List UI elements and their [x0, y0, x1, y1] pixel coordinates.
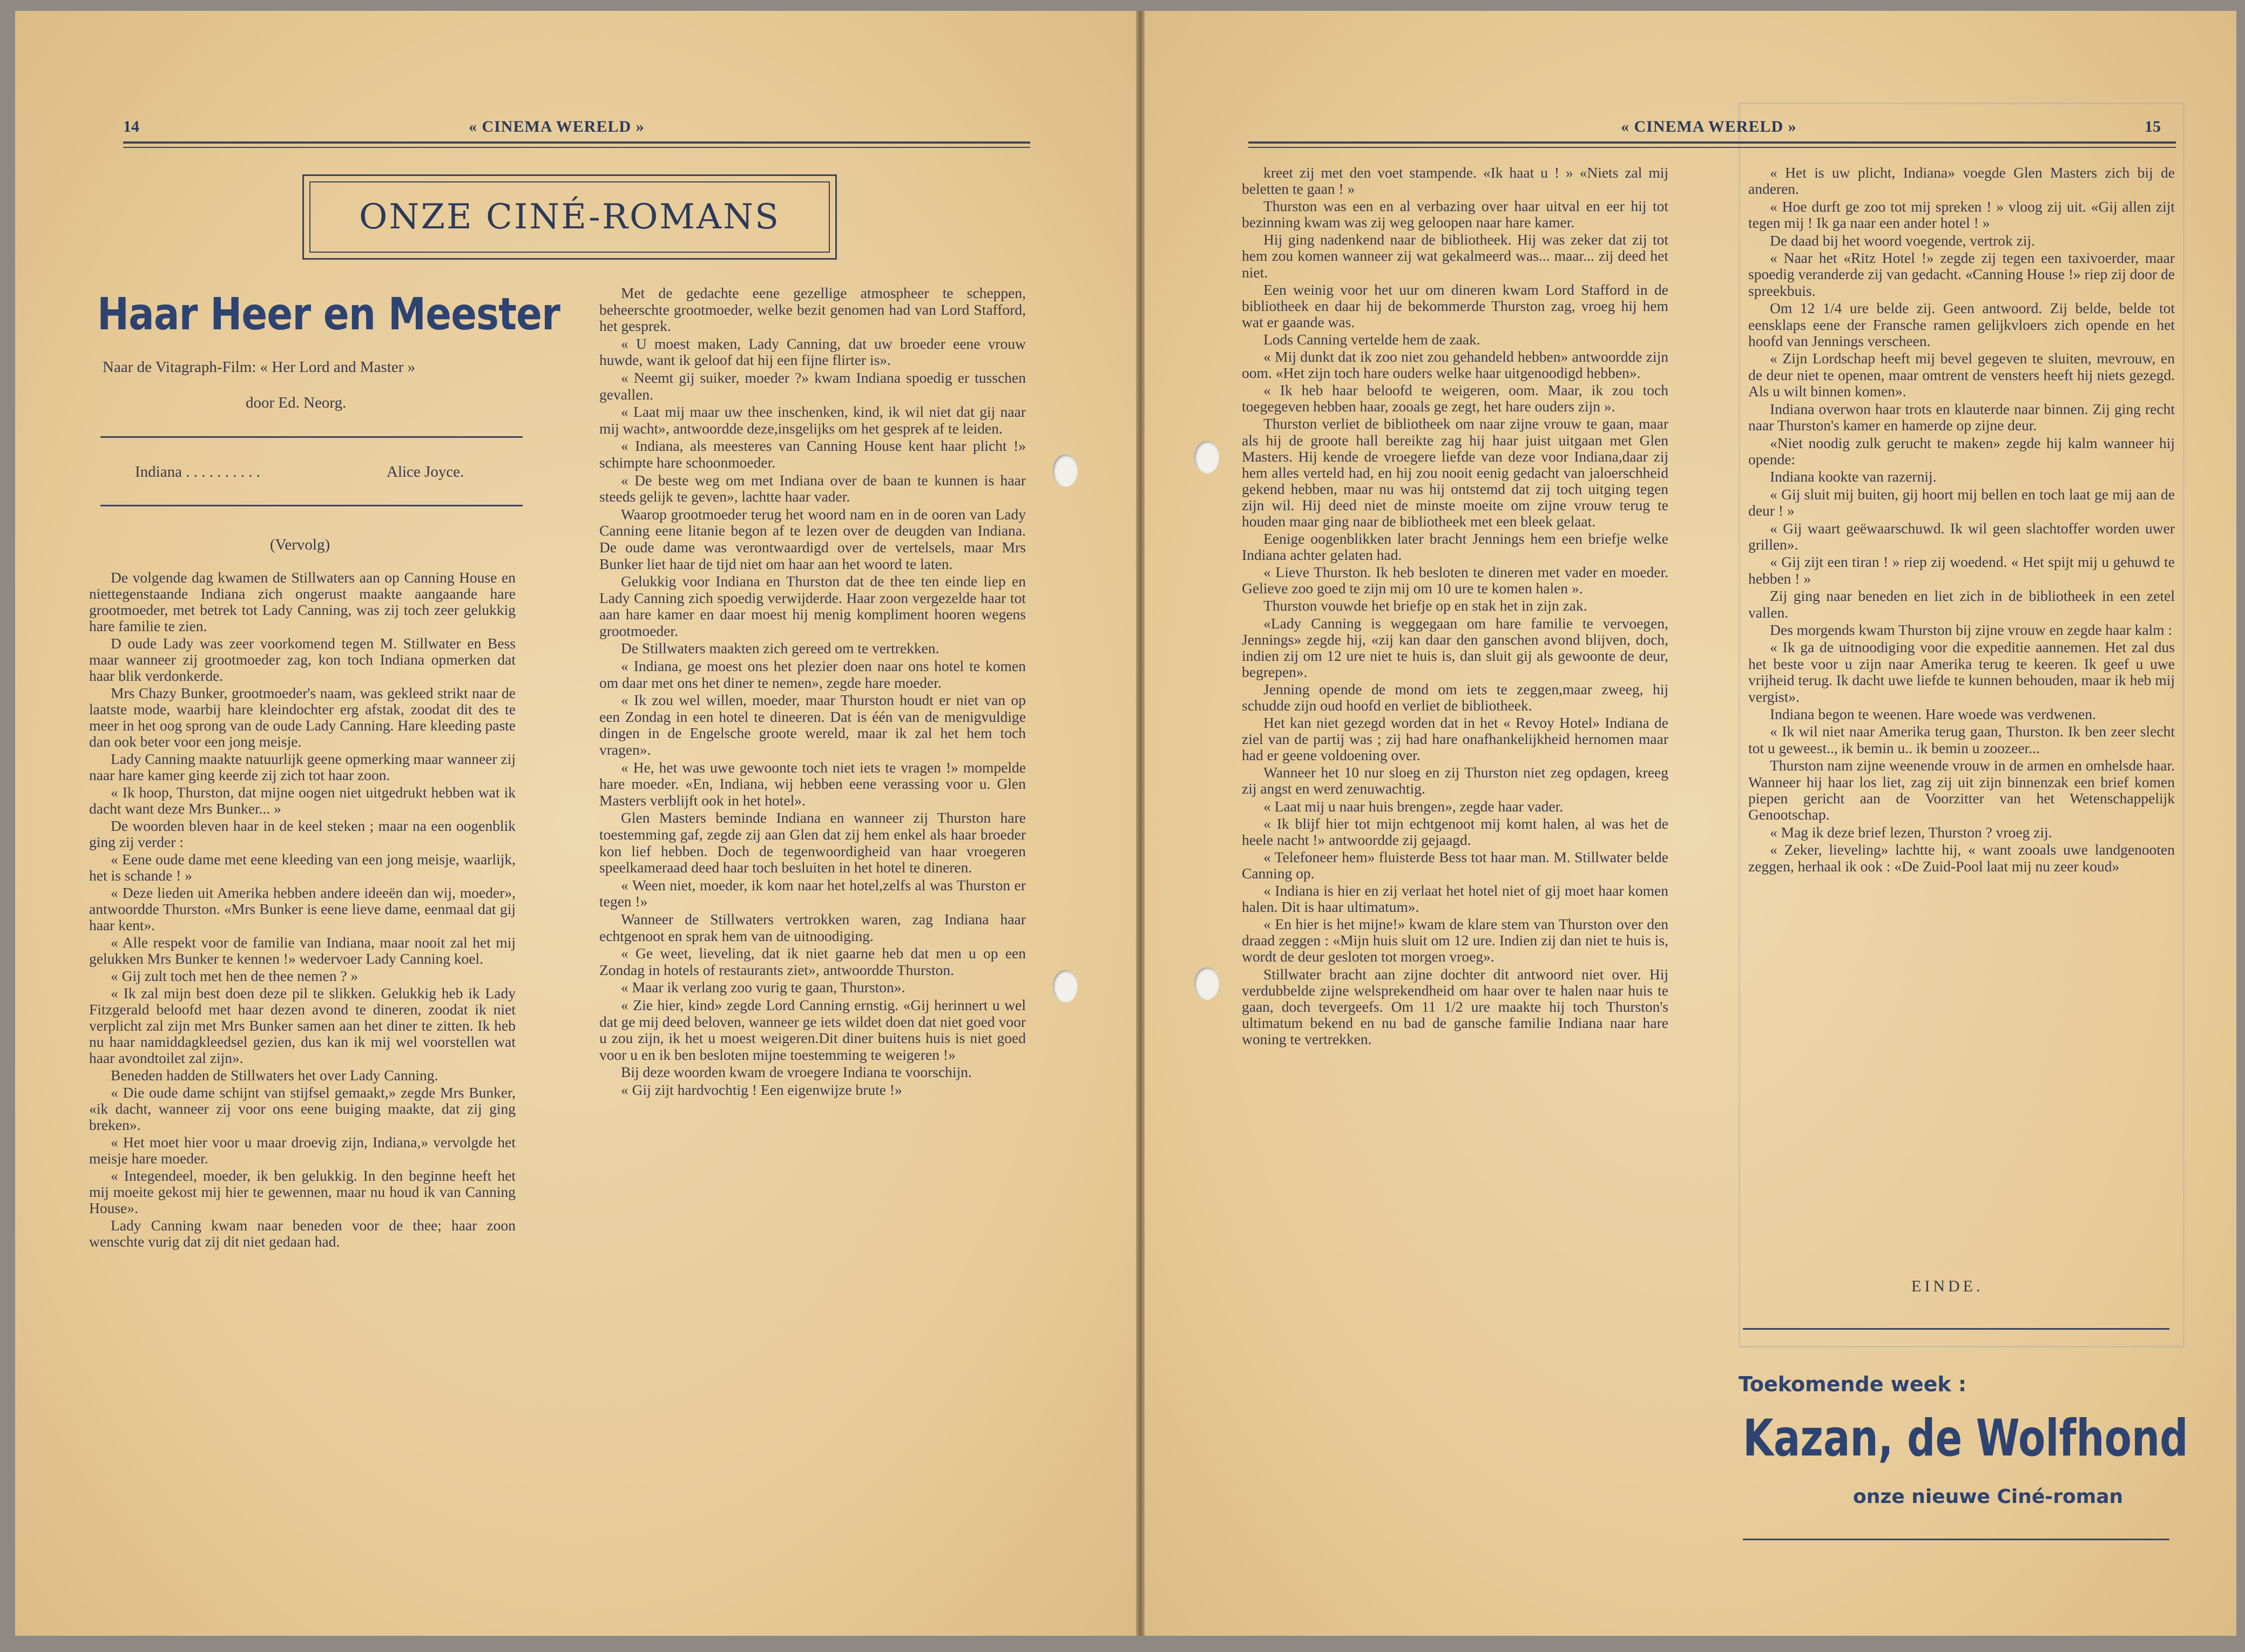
page-number: 15 [2145, 118, 2161, 136]
paragraph: Een weinig voor het uur om dineren kwam Lord Stafford in de bibliotheek en daar hij de bekommerde Thurston zag, vroeg hij hem wat er gaande was. [1242, 281, 1668, 330]
continued-label: (Vervolg) [270, 536, 330, 553]
paragraph: « Ik wil niet naar Amerika terug gaan, Thurston. Ik ben zeer slecht tot u geweest.., ik bemin u.. ik bemin u zoozeer... [1748, 723, 2175, 756]
next-story-subtitle: onze nieuwe Ciné-roman [1853, 1486, 2124, 1508]
paragraph: « Zeker, lieveling» lachtte hij, « want zooals uwe landgenooten zeggen, herhaal ik ook : «De Zuid-Pool laat mij nu zeer koud» [1748, 841, 2175, 875]
paragraph: Wanneer het 10 nur sloeg en zij Thurston niet zeg opdagen, kreeg zij angst en werd zenuwachtig. [1242, 764, 1668, 797]
paragraph: Stillwater bracht aan zijne dochter dit antwoord niet over. Hij verdubbelde zijne welsprekendheid om haar over te halen naar huis te gaan, doch tevergeefs. Om 11 1/2 ure maakte hij toch Thurston's ultimatum bekend en nu bad de gansche familie Indiana naar hare woning te vertrekken. [1242, 965, 1668, 1047]
punch-hole [1053, 970, 1078, 1003]
paragraph: Het kan niet gezegd worden dat in het « Revoy Hotel» Indiana de ziel van de partij was ; zij had hare onafhankelijkheid hernomen maar had er geene voldoening over. [1242, 714, 1668, 764]
paragraph: « Ik blijf hier tot mijn echtgenoot mij komt halen, al was het de heele nacht !» antwoordde zij gejaagd. [1242, 815, 1668, 848]
paragraph: Des morgends kwam Thurston bij zijne vrouw en zegde haar kalm : [1770, 621, 2173, 638]
paragraph: « Indiana, ge moest ons het plezier doen naar ons hotel te komen om daar met ons het diner te nemen», zegde hare moeder. [599, 658, 1026, 691]
header-rule [1248, 141, 2176, 148]
punch-hole [1053, 455, 1078, 487]
paragraph: De volgende dag kwamen de Stillwaters aan op Canning House en niettegenstaande Indiana zich ongerust maakte aangaande hare grootmoeder, met betrek tot Lady Canning, was zij toch zeer gelukkig hare familie te zien. [89, 569, 516, 634]
story-author: door Ed. Neorg. [246, 394, 347, 411]
column-2 [599, 285, 1026, 1100]
paragraph: « Laat mij maar uw thee inschenken, kind, ik wil niet dat gij naar mij wacht», antwoordde deze,insgelijks om het gesprek af te leiden. [599, 403, 1026, 437]
paragraph: Bij deze woorden kwam de vroegere Indiana te voorschijn. [621, 1064, 972, 1081]
paragraph: De Stillwaters maakten zich gereed om te vertrekken. [621, 640, 939, 657]
paragraph: « He, het was uwe gewoonte toch niet iets te vragen !» mompelde hare moeder. «En, Indiana, wij hebben eene verassing voor u. Glen Masters verblijft ook in het hotel». [599, 759, 1026, 809]
cast-role: Indiana . . . . . . . . . . [135, 463, 260, 480]
paragraph: « Zie hier, kind» zegde Lord Canning ernstig. «Gij herinnert u wel dat ge mij deed beloven, wanneer ge iets wildet doen dat niet goed voor u zou zijn, ik het u moest weigeren.Dit diner buitens huis is niet goed voor u en ik ben besloten mijne toestemming te weigeren !» [599, 996, 1026, 1063]
end-text: EINDE. [1911, 1277, 1984, 1295]
page-number: 14 [123, 118, 139, 136]
section-banner [302, 174, 837, 260]
paragraph: « Zijn Lordschap heeft mij bevel gegeven te sluiten, mevrouw, en de deur niet te openen, maar omtrent de vensters heeft hij niets gezegd. Als u wilt binnen komen». [1748, 350, 2175, 400]
paragraph: «Niet noodig zulk gerucht te maken» zegde hij kalm wanneer hij opende: [1748, 434, 2175, 468]
paragraph: Glen Masters beminde Indiana en wanneer zij Thurston hare toestemming gaf, zegde zij aan Glen dat zij hem enkel als haar broeder kon lief hebben. Doch de tegenwoordigheid van haar vroegeren speelkameraad deed haar toch besluiten in het hotel te dineren. [599, 809, 1026, 876]
paragraph: Gelukkig voor Indiana en Thurston dat de thee ten einde liep en Lady Canning zich spoedig verwijderde. Haar zoon vergezelde haar tot aan hare kamer en daar moest hij menig kompliment hooren wegens grootmoeder. [599, 573, 1026, 639]
punch-hole [1194, 967, 1219, 1000]
paragraph: « Naar het «Ritz Hotel !» zegde zij tegen een taxivoerder, maar spoedig veranderde zij van gedacht. «Canning House !» riep zij door de spreekbuis. [1748, 249, 2175, 299]
paragraph: Mrs Chazy Bunker, grootmoeder's naam, was gekleed strikt naar de laatste mode, waarbij hare kleindochter erg afstak, zoodat dit des te meer in het oog sprong van de oude Lady Canning. Hare kleeding paste dan ook beter voor een jong meisje. [89, 685, 516, 750]
paragraph: « Ik heb haar beloofd te weigeren, oom. Maar, ik zou toch toegegeven hebben haar, zooals ge zegt, het hare ouders zijn ». [1242, 382, 1668, 415]
paragraph: Hij ging nadenkend naar de bibliotheek. Hij was zeker dat zij tot hem zou komen wanneer zij wat gekalmeerd was... maar... zij deed het niet. [1242, 231, 1668, 281]
paragraph: « Mag ik deze brief lezen, Thurston ? vroeg zij. [1770, 823, 2052, 841]
paragraph: « Indiana, als meesteres van Canning House kent haar plicht !» schimpte hare schoonmoeder. [599, 437, 1026, 471]
paragraph: « Telefoneer hem» fluisterde Bess tot haar man. M. Stillwater belde Canning op. [1242, 848, 1668, 882]
cast-actor: Alice Joyce. [387, 463, 464, 480]
paragraph: « Het is uw plicht, Indiana» voegde Glen Masters zich bij de anderen. [1748, 164, 2175, 198]
paragraph: D oude Lady was zeer voorkomend tegen M. Stillwater en Bess maar wanneer zij grootmoeder zag, kon toch Indiana opmerken dat haar blik verdonkerde. [89, 635, 516, 684]
paragraph: Wanneer de Stillwaters vertrokken waren, zag Indiana haar echtgenoot en sprak hem van de uitnoodiging. [599, 910, 1026, 944]
header-rule [123, 141, 1030, 148]
paragraph: « En hier is het mijne!» kwam de klare stem van Thurston over den draad zeggen : «Mijn huis sluit om 12 ure. Indien zij dan niet te huis is, wordt de deur gesloten tot morgen vroeg». [1242, 916, 1668, 965]
story-subtitle: Naar de Vitagraph-Film: « Her Lord and Master » [103, 358, 416, 376]
paragraph: « Ge weet, lieveling, dat ik niet gaarne heb dat men u op een Zondag in hotels of restaurants ziet», antwoordde Thurston. [599, 945, 1026, 978]
story-title: Haar Heer en Meester [97, 289, 560, 340]
paragraph: Indiana overwon haar trots en klauterde naar binnen. Zij ging recht naar Thurston's kamer en hamerde op zijne deur. [1748, 400, 2175, 434]
divider [100, 505, 523, 506]
spine [1136, 11, 1145, 1636]
paragraph: Jenning opende de mond om iets te zeggen,maar zweeg, hij schudde zijn oud hoofd en verliet de bibliotheek. [1242, 680, 1668, 714]
paragraph: « Gij sluit mij buiten, gij hoort mij bellen en toch laat ge mij aan de deur ! » [1748, 485, 2175, 519]
paragraph: Met de gedachte eene gezellige atmospheer te scheppen, beheerschte grootmoeder, welke bezit genomen had van Lord Stafford, het gesprek. [599, 285, 1026, 335]
paragraph: « Laat mij u naar huis brengen», zegde haar vader. [1263, 797, 1564, 815]
magazine-title: « CINEMA WERELD » [469, 118, 645, 136]
paragraph: Indiana kookte van razernij. [1770, 468, 1937, 485]
paragraph: « Deze lieden uit Amerika hebben andere ideeën dan wij, moeder», antwoordde Thurston. «Mrs Bunker is eene lieve dame, eenmaal dat gij haar kent». [89, 884, 516, 933]
paragraph: « De beste weg om met Indiana over de baan te kunnen is haar steeds gelijk te geven», lachtte haar vader. [599, 471, 1026, 505]
paragraph: De daad bij het woord voegende, vertrok zij. [1770, 232, 2036, 249]
paragraph: « Neemt gij suiker, moeder ?» kwam Indiana spoedig er tusschen gevallen. [599, 369, 1026, 403]
paragraph: Waarop grootmoeder terug het woord nam en in de ooren van Lady Canning eene litanie begon af te lezen over de deugden van Indiana. De oude dame was verontwaardigd over de vertelsels, maar Mrs Bunker liet haar de tijd niet om haar aan het woord te laten. [599, 505, 1026, 572]
paragraph: « Integendeel, moeder, ik ben gelukkig. In den beginne heeft het mij moeite gekost mij hier te gewennen, maar nu houd ik van Canning House». [89, 1167, 516, 1216]
paragraph: « Indiana is hier en zij verlaat het hotel niet of gij moet haar komen halen. Dit is haar ultimatum». [1242, 882, 1668, 916]
paragraph: « Maar ik verlang zoo vurig te gaan, Thurston». [621, 979, 905, 996]
paragraph: Thurston vouwde het briefje op en stak het in zijn zak. [1263, 597, 1587, 614]
paragraph: Indiana begon te weenen. Hare woede was verdwenen. [1770, 706, 2096, 722]
paragraph: « Ik hoop, Thurston, dat mijne oogen niet uitgedrukt hebben wat ik dacht want deze Mrs Bunker... » [89, 784, 516, 817]
divider [100, 436, 523, 438]
magazine-title: « CINEMA WERELD » [1621, 118, 1797, 136]
paragraph: Beneden hadden de Stillwaters het over Lady Canning. [111, 1067, 438, 1084]
paragraph: « Lieve Thurston. Ik heb besloten te dineren met vader en moeder. Gelieve zoo goed te zijn mij om 10 ure te komen halen ». [1242, 564, 1668, 597]
paragraph: Om 12 1/4 ure belde zij. Geen antwoord. Zij belde, belde tot eensklaps eene der Fransche ramen gelijkvloers zich opende en het hoofd van Jennings verscheen. [1748, 300, 2175, 350]
column-1 [89, 570, 516, 1251]
paragraph: « Ik zou wel willen, moeder, maar Thurston houdt er niet van op een Zondag in een hotel te dineeren. Dat is één van de menigvuldige dingen in de Engelsche groote wereld, maar ik zal het hem toch vragen». [599, 692, 1026, 759]
paragraph: Zij ging naar beneden en liet zich in de bibliotheek in een zetel vallen. [1748, 587, 2175, 621]
column-3 [1242, 165, 1668, 1048]
punch-hole [1194, 441, 1219, 473]
paragraph: « Mij dunkt dat ik zoo niet zou gehandeld hebben» antwoordde zijn oom. «Het zijn toch hare ouders welke haar uitgenoodigd hebben». [1242, 348, 1668, 382]
paragraph: kreet zij met den voet stampende. «Ik haat u ! » «Niets zal mij beletten te gaan ! » [1242, 164, 1668, 198]
next-week-label: Toekomende week : [1739, 1372, 1967, 1396]
paragraph: « Ik ga de uitnoodiging voor die expeditie aannemen. Het zal dus het beste voor u zijn naar Amerika terug te keeren. Ik geef u uwe vrijheid terug. Ik dacht uwe liefde te kunnen behouden, maar ik heb mij vergist». [1748, 639, 2175, 705]
paragraph: « Alle respekt voor de familie van Indiana, maar nooit zal het mij gelukken Mrs Bunker te kennen !» wedervoer Lady Canning koel. [89, 934, 516, 967]
paragraph: Lady Canning kwam naar beneden voor de thee; haar zoon wenschte vurig dat zij dit niet gedaan had. [89, 1217, 516, 1250]
paragraph: Lady Canning maakte natuurlijk geene opmerking maar wanneer zij naar hare kamer ging keerde zij zich tot haar zoon. [89, 750, 516, 783]
paragraph: « Gij waart geëwaarschuwd. Ik wil geen slachtoffer worden uwer grillen». [1748, 519, 2175, 553]
paragraph: Thurston nam zijne weenende vrouw in de armen en omhelsde haar. Wanneer hij haar los liet, zag zij uit zijn binnenzak een brief komen piepen gericht aan de Voorzitter van het Wetenschappelijk Genootschap. [1748, 757, 2175, 823]
paragraph: Thurston was een en al verbazing over haar uitval en eer hij tot bezinning kwam was zij weg geloopen naar hare kamer. [1242, 198, 1668, 231]
paragraph: « Het moet hier voor u maar droevig zijn, Indiana,» vervolgde het meisje hare moeder. [89, 1134, 516, 1167]
paragraph: « Gij zijt een tiran ! » riep zij woedend. « Het spijt mij u gehuwd te hebben ! » [1748, 553, 2175, 587]
left-running-head [123, 118, 1030, 139]
paragraph: «Lady Canning is weggegaan om hare familie te vervoegen, Jennings» zegde hij, «zij kan daar den ganschen avond blijven, doch, indien zij om 12 ure niet te huis is, dan sluit gij als gewoonte de deur, begrepen». [1242, 614, 1668, 680]
paragraph: « Ik zal mijn best doen deze pil te slikken. Gelukkig heb ik Lady Fitzgerald beloofd met haar dezen avond te dineren, zoodat ik niet verplicht zal zijn met Mrs Bunker samen aan het diner te zitten. Ik heb nu haar namiddagkleedsel gezien, dus kan ik mij wel voorstellen wat haar avondtoilet zal zijn». [89, 985, 516, 1066]
paragraph: « Die oude dame schijnt van stijfsel gemaakt,» zegde Mrs Bunker, «ik dacht, wanneer zij voor ons eene buiging maakte, dat zij ging breken». [89, 1084, 516, 1133]
paragraph: « Eene oude dame met eene kleeding van een jong meisje, waarlijk, het is schande ! » [89, 851, 516, 884]
paragraph: Thurston verliet de bibliotheek om naar zijne vrouw te gaan, maar als hij de groote hall bereikte zag hij haar juist uitgaan met Glen Masters. Hij kende de vroegere liefde van deze voor Indiana,daar zij hem alles verteld had, en hij zou nooit eenig gedacht van jaloerschheid gekend hebben, maar nu was hij ontstemd dat zij toch uitging tegen zijn wil. Hij deed niet de minste moeite om zijne vrouw terug te houden maar ging naar de bibliotheek met een bleek gelaat. [1242, 415, 1668, 530]
paragraph: « Gij zult toch met hen de thee nemen ? » [111, 967, 359, 984]
paragraph: Lods Canning vertelde hem de zaak. [1263, 330, 1480, 348]
section-banner-text: ONZE CINÉ-ROMANS [359, 197, 781, 237]
divider [1743, 1539, 2169, 1540]
paragraph: « Gij zijt hardvochtig ! Een eigenwijze brute !» [621, 1081, 902, 1098]
paragraph: « Hoe durft ge zoo tot mij spreken ! » vloog zij uit. «Gij allen zijt tegen mij ! Ik ga naar een ander hotel ! » [1748, 198, 2175, 232]
paragraph: « U moest maken, Lady Canning, dat uw broeder eene vrouw huwde, want ik geloof dat hij een fijne flirter is». [599, 335, 1026, 369]
next-story-title: Kazan, de Wolfhond [1743, 1409, 2188, 1468]
divider [1743, 1328, 2169, 1330]
paragraph: De woorden bleven haar in de keel steken ; maar na een oogenblik ging zij verder : [89, 817, 516, 850]
column-4 [1748, 165, 2175, 876]
paragraph: « Ween niet, moeder, ik kom naar het hotel,zelfs al was Thurston er tegen !» [599, 876, 1026, 910]
paragraph: Eenige oogenblikken later bracht Jennings hem een briefje welke Indiana achter gelaten had. [1242, 530, 1668, 564]
right-running-head [1248, 118, 2176, 139]
